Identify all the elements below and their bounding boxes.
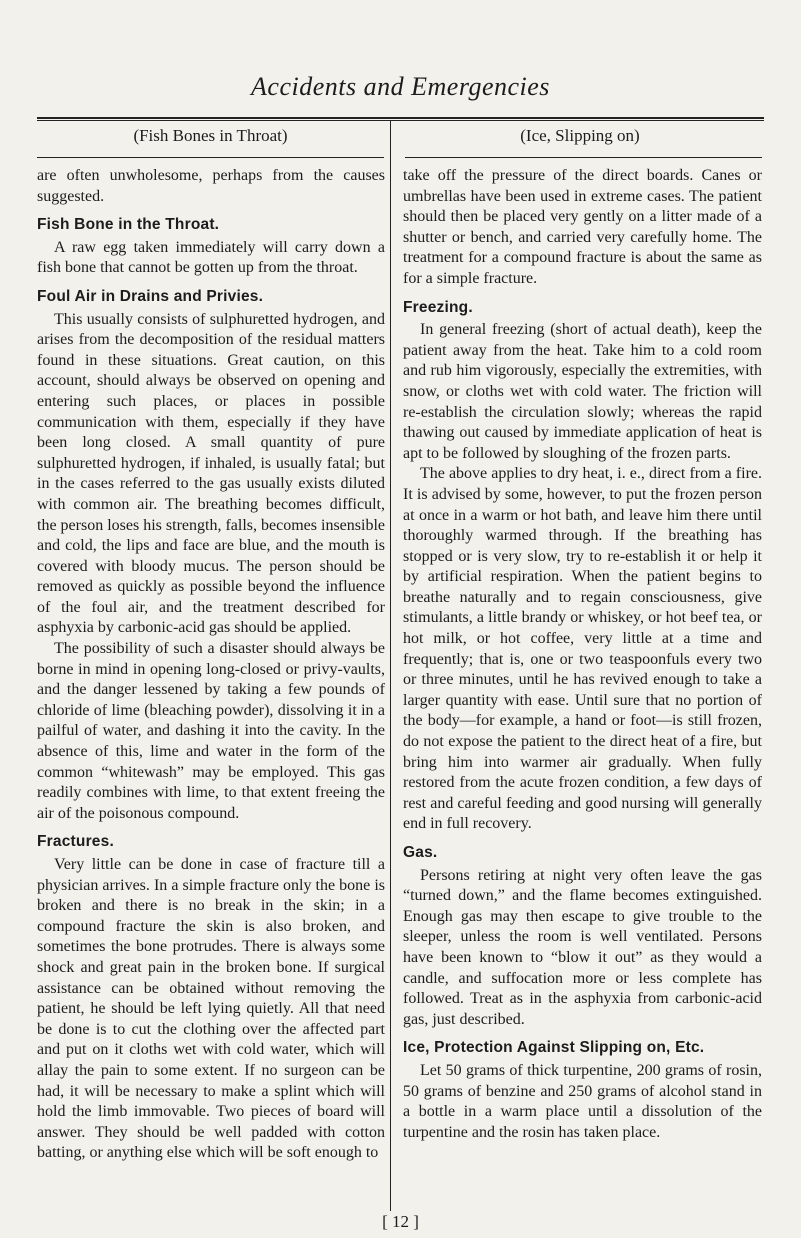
header-rule-thin xyxy=(37,120,764,121)
fish-bone-paragraph: A raw egg taken immediately will carry down a fish bone that cannot be gotten up from the throat. xyxy=(37,238,385,277)
section-heading-foul-air: Foul Air in Drains and Privies. xyxy=(37,287,264,305)
running-head-rule-left xyxy=(37,157,384,158)
section-heading-freezing: Freezing. xyxy=(403,298,473,316)
section-heading-gas: Gas. xyxy=(403,844,438,861)
freezing-paragraph-1: In general freezing (short of actual death), keep the patient away from the heat. Take him to a cold room and rub him vigorously, especially the extremities, with snow, or cloths wet with cold water. The friction will re-establish the circulation slowly; whereas the rapid thawing out caused by immediate application of heat is apt to be followed by sloughing of the frozen parts. xyxy=(403,321,762,462)
freezing-paragraph-2: The above applies to dry heat, i. e., direct from a fire. It is advised by some, however, to put the frozen person at once in a warm or hot bath, and leave him there until thoroughly warmed through. If the breathing has stopped or is very slow, try to re-establish it or help it by artificial respiration. When the patient begins to breathe naturally and to regain consciousness, give stimulants, a little brandy or whiskey, or hot beef tea, or hot milk, or hot coffee, very little at a time and frequently; that is, one or two teaspoonfuls every two or three minutes, until he has revived enough to take a larger quantity with ease. Until sure that no portion of the body—for example, a hand or foot—is still frozen, do not expose the patient to the direct heat of a fire, but bring him into warmer air gradually. When fully restored from the acute frozen condition, a few days of rest and careful feeding and good nursing will generally end in full recovery. xyxy=(403,465,762,833)
running-head-rule-right xyxy=(405,157,762,158)
fractures-paragraph: Very little can be done in case of fracture till a physician arrives. In a simple fracture only the bone is broken and there is no break in the skin; in a compound fracture the skin is also broken, and sometimes the bone protrudes. There is always some shock and great pain in the broken bone. If surgical assistance can be obtained without removing the patient, he should be left lying quietly. All that need be done is to cut the clothing over the affected part and put on it cloths wet with cold water, which will allay the pain to some extent. If no surgeon can be had, it will be necessary to make a splint which will hold the limb immovable. Two pieces of board will answer. They should be well padded with cotton batting, or anything else which will be soft enough to xyxy=(37,856,385,1162)
column-divider xyxy=(390,121,391,1211)
gas-paragraph: Persons retiring at night very often leave the gas “turned down,” and the flame becomes extinguished. Enough gas may then escape to give trouble to the sleeper, unless the room is well ventilated. Persons have been known to “blow it out” as they would a candle, and suffocation more or less complete has followed. Treat as in the asphyxia from carbonic-acid gas, just described. xyxy=(403,866,762,1028)
section-heading-ice: Ice, Protection Against Slipping on, Etc. xyxy=(403,1039,705,1057)
header-rule-thick xyxy=(37,117,764,119)
page-number: [ 12 ] xyxy=(382,1212,419,1231)
foul-air-paragraph-2: The possibility of such a disaster should always be borne in mind in opening long-closed or privy-vaults, and the danger lessened by taking a few pounds of chloride of lime (bleaching powder), dissolving it in a pailful of water, and dashing it into the cavity. In the absence of this, lime and water in the form of the common “whitewash” may be employed. This gas readily combines with lime, to that extent freeing the air of the poisonous compound. xyxy=(37,640,385,822)
left-column xyxy=(37,166,385,1164)
ice-paragraph: Let 50 grams of thick turpentine, 200 grams of rosin, 50 grams of benzine and 250 grams of alcohol stand in a bottle in a warm place until a dissolution of the turpentine and the rosin has taken place. xyxy=(403,1061,762,1141)
section-heading-fractures: Fractures. xyxy=(37,833,114,851)
intro-paragraph: are often unwholesome, perhaps from the causes suggested. xyxy=(37,167,385,205)
foul-air-paragraph-1: This usually consists of sulphuretted hydrogen, and arises from the decomposition of the residual matters found in these situations. Great caution, on this account, should always be observed on opening and entering such places, or places in possible communication with them, especially if they have been long closed. A small quantity of pure sulphuretted hydrogen, if inhaled, is usually fatal; but in the cases referred to the gas usually exists diluted with common air. The breathing becomes difficult, the person loses his strength, falls, becomes insensible and cold, the lips and face are blue, and the mouth is covered with bloody mucus. The person should be removed as quickly as possible beyond the influence of the foul air, and the treatment described for asphyxia by carbonic-acid gas should be applied. xyxy=(37,310,385,637)
fractures-continued-paragraph: take off the pressure of the direct boards. Canes or umbrellas have been used in extreme cases. The patient should then be placed very gently on a litter made of a shutter or bench, and carried very carefully home. The treatment for a compound fracture is about the same as for a simple fracture. xyxy=(403,167,762,287)
running-head-right: (Ice, Slipping on) xyxy=(520,126,640,145)
section-heading-fish-bone: Fish Bone in the Throat. xyxy=(37,216,220,234)
page-title: Accidents and Emergencies xyxy=(251,72,550,101)
running-head-left: (Fish Bones in Throat) xyxy=(133,126,288,145)
right-column xyxy=(403,166,762,1143)
